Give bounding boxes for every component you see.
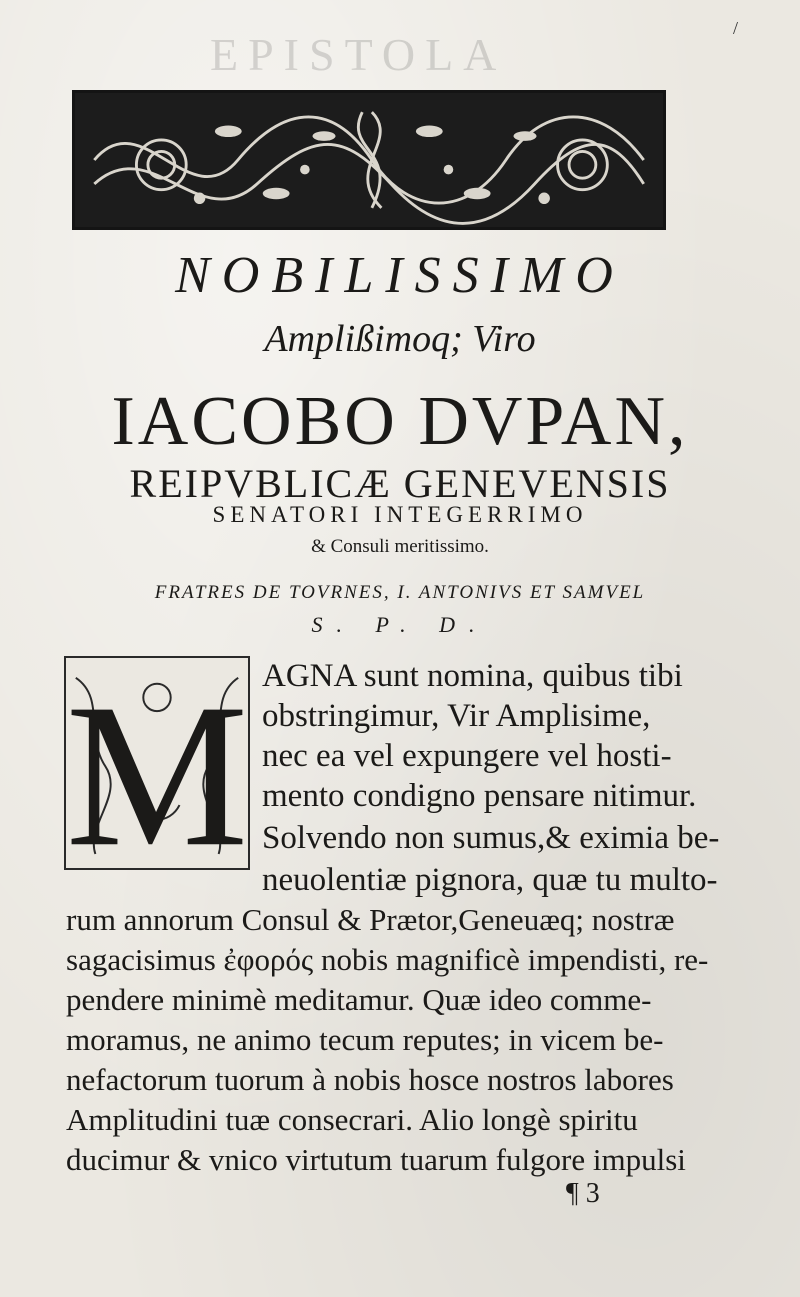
bleed-through-header: EPISTOLA (210, 29, 507, 80)
body-line-6: neuolentiæ pignora, quæ tu multo- (262, 862, 718, 898)
signature-mark: ¶ 3 (566, 1178, 600, 1209)
body-line-1: AGNA sunt nomina, quibus tibi (262, 658, 683, 694)
title-line-republic: REIPVBLICÆ GENEVENSIS (129, 461, 671, 506)
salutation-from: FRATRES DE TOVRNES, I. ANTONIVS ET SAMVEL (154, 582, 646, 603)
body-line-12: Amplitudini tuæ consecrari. Alio longè spiritu (66, 1102, 638, 1137)
title-line-amplissimoque: Amplißimoq; Viro (264, 318, 536, 360)
body-line-5: Solvendo non sumus,& eximia be- (262, 820, 720, 856)
body-line-2: obstringimur, Vir Amplisime, (262, 698, 651, 734)
title-line-senator: SENATORI INTEGERRIMO (212, 502, 588, 527)
body-line-4: mento condigno pensare nitimur. (262, 778, 697, 814)
body-line-3: nec ea vel expungere vel hosti- (262, 738, 672, 774)
body-line-11: nefactorum tuorum à nobis hosce nostros labores (66, 1062, 674, 1097)
body-line-7: rum annorum Consul & Prætor,Geneuæq; nostræ (66, 902, 675, 937)
decorated-initial (64, 656, 250, 870)
dedicatee-name: IACOBO DVPAN, (111, 383, 689, 460)
body-line-9: pendere minimè meditamur. Quæ ideo comme- (66, 982, 652, 1017)
title-line-consul: & Consuli meritissimo. (311, 536, 489, 557)
body-line-10: moramus, ne animo tecum reputes; in vicem be- (66, 1022, 664, 1057)
ornamental-initial-m-icon (66, 658, 248, 868)
salutation-spd: S. P. D. (311, 612, 489, 637)
ornamental-headpiece (72, 90, 666, 230)
body-line-13: ducimur & vnico virtutum tuarum fulgore impulsi (66, 1142, 686, 1177)
floral-ornament-icon (75, 93, 663, 227)
title-line-nobilissimo: NOBILISSIMO (175, 247, 625, 304)
svg-text:M: M (66, 662, 248, 868)
body-line-8: sagacisimus ἐφορός nobis magnificè impendisti, re- (66, 942, 709, 977)
margin-mark: / (733, 18, 739, 38)
